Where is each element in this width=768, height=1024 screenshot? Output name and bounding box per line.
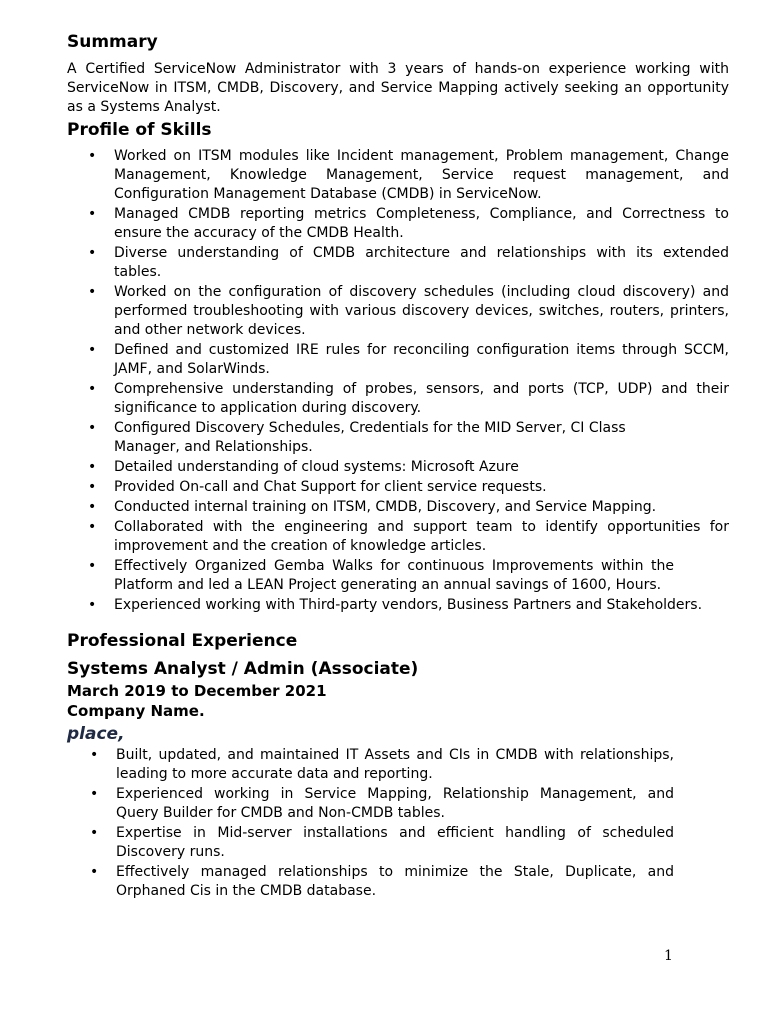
resume-page <box>67 30 729 902</box>
list-item: • Experienced working in Service Mapping, Relationship Management, and Query Builder for CMDB and Non-CMDB tables. <box>67 785 674 823</box>
list-item: • Diverse understanding of CMDB architecture and relationships with its extended tables. <box>67 244 729 282</box>
job-place: place, <box>67 724 125 744</box>
list-item: • Effectively Organized Gemba Walks for continuous Improvements within the Platform and led a LEAN Project generating an annual savings of 1600, Hours. <box>67 557 729 595</box>
job-dates: March 2019 to December 2021 <box>67 682 327 700</box>
list-item: • Defined and customized IRE rules for reconciling configuration items through SCCM, JAMF, and SolarWinds. <box>67 341 729 379</box>
page-number: 1 <box>664 948 673 964</box>
list-item: • Conducted internal training on ITSM, CMDB, Discovery, and Service Mapping. <box>67 498 729 517</box>
list-item: • Worked on ITSM modules like Incident management, Problem management, Change Management, Knowledge Management, Service request management, and Configuration Management Database (CMDB) in ServiceNow. <box>67 147 729 204</box>
experience-list <box>67 746 674 901</box>
skills-list <box>67 147 729 615</box>
list-item: • Configured Discovery Schedules, Credentials for the MID Server, CI Class Manager, and Relationships. <box>67 419 729 457</box>
list-item: • Expertise in Mid-server installations and efficient handling of scheduled Discovery runs. <box>67 824 674 862</box>
list-item: • Experienced working with Third-party vendors, Business Partners and Stakeholders. <box>67 596 729 615</box>
list-item: • Built, updated, and maintained IT Assets and CIs in CMDB with relationships, leading to more accurate data and reporting. <box>67 746 674 784</box>
skills-heading: Profile of Skills <box>67 120 212 140</box>
list-item: • Effectively managed relationships to minimize the Stale, Duplicate, and Orphaned Cis in the CMDB database. <box>67 863 674 901</box>
experience-heading: Professional Experience <box>67 631 298 651</box>
summary-heading: Summary <box>67 32 158 52</box>
list-item: • Comprehensive understanding of probes, sensors, and ports (TCP, UDP) and their significance to application during discovery. <box>67 380 729 418</box>
summary-text: A Certified ServiceNow Administrator with 3 years of hands-on experience working with ServiceNow in ITSM, CMDB, Discovery, and Service Mapping actively seeking an opportunity as a Systems Analyst. <box>67 61 729 115</box>
list-item: • Detailed understanding of cloud systems: Microsoft Azure <box>67 458 729 477</box>
list-item: • Worked on the configuration of discovery schedules (including cloud discovery) and performed troubleshooting with various discovery devices, switches, routers, printers, and other network devices. <box>67 283 729 340</box>
job-title: Systems Analyst / Admin (Associate) <box>67 659 419 679</box>
list-item: • Provided On-call and Chat Support for client service requests. <box>67 478 729 497</box>
company-name: Company Name. <box>67 702 205 720</box>
list-item: • Collaborated with the engineering and support team to identify opportunities for improvement and the creation of knowledge articles. <box>67 518 729 556</box>
list-item: • Managed CMDB reporting metrics Completeness, Compliance, and Correctness to ensure the accuracy of the CMDB Health. <box>67 205 729 243</box>
